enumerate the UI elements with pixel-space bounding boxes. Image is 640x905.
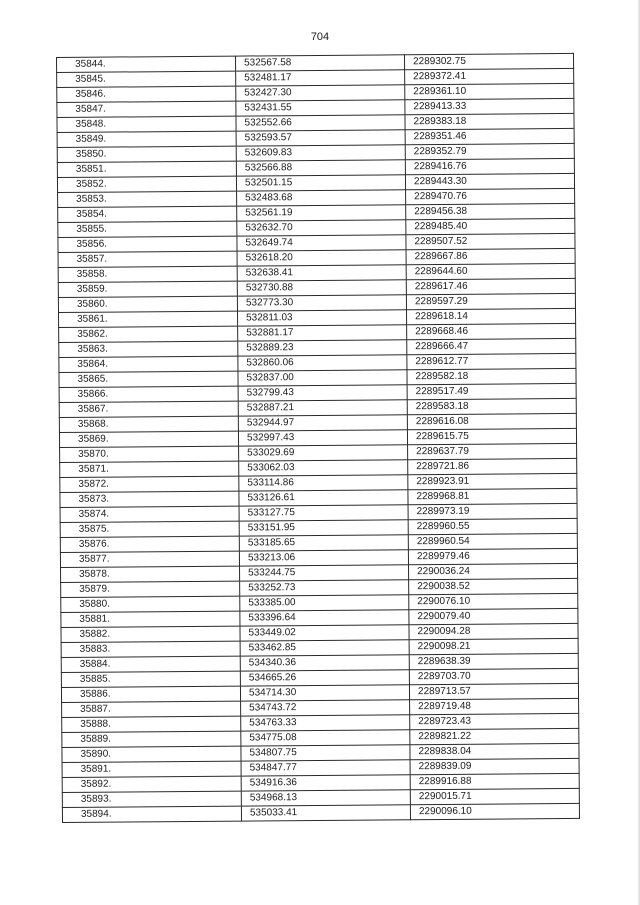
- y-coordinate-cell: 2289667.86: [406, 248, 575, 264]
- y-coordinate-cell: 2289723.43: [410, 713, 579, 729]
- point-id-cell: 35859.: [58, 281, 237, 297]
- x-coordinate-cell: 534916.36: [241, 775, 410, 791]
- y-coordinate-cell: 2289617.46: [406, 278, 575, 294]
- y-coordinate-cell: 2290079.40: [409, 608, 578, 624]
- x-coordinate-cell: 532561.19: [237, 205, 406, 221]
- point-id-cell: 35888.: [62, 716, 241, 732]
- point-id-cell: 35868.: [59, 416, 238, 432]
- y-coordinate-cell: 2289302.75: [404, 53, 573, 69]
- x-coordinate-cell: 534807.75: [241, 745, 410, 761]
- x-coordinate-cell: 532501.15: [236, 175, 405, 191]
- point-id-cell: 35855.: [58, 221, 237, 237]
- x-coordinate-cell: 532427.30: [236, 85, 405, 101]
- x-coordinate-cell: 534763.33: [241, 715, 410, 731]
- y-coordinate-cell: 2289923.91: [408, 473, 577, 489]
- point-id-cell: 35862.: [59, 326, 238, 342]
- point-id-cell: 35850.: [57, 146, 236, 162]
- point-id-cell: 35865.: [59, 371, 238, 387]
- x-coordinate-cell: 533062.03: [239, 460, 408, 476]
- point-id-cell: 35885.: [61, 671, 240, 687]
- y-coordinate-cell: 2289517.49: [407, 383, 576, 399]
- y-coordinate-cell: 2290015.71: [410, 788, 579, 804]
- point-id-cell: 35870.: [60, 446, 239, 462]
- x-coordinate-cell: 534743.72: [241, 700, 410, 716]
- y-coordinate-cell: 2290076.10: [409, 593, 578, 609]
- x-coordinate-cell: 534714.30: [240, 685, 409, 701]
- x-coordinate-cell: 532649.74: [237, 235, 406, 251]
- y-coordinate-cell: 2289416.76: [405, 158, 574, 174]
- x-coordinate-cell: 532837.00: [238, 370, 407, 386]
- x-coordinate-cell: 533029.69: [239, 445, 408, 461]
- point-id-cell: 35892.: [62, 776, 241, 792]
- x-coordinate-cell: 532889.23: [238, 340, 407, 356]
- point-id-cell: 35849.: [57, 131, 236, 147]
- x-coordinate-cell: 532638.41: [237, 265, 406, 281]
- x-coordinate-cell: 532632.70: [237, 220, 406, 236]
- point-id-cell: 35858.: [58, 266, 237, 282]
- point-id-cell: 35890.: [62, 746, 241, 762]
- point-id-cell: 35893.: [62, 791, 241, 807]
- y-coordinate-cell: 2289383.18: [405, 113, 574, 129]
- y-coordinate-cell: 2289839.09: [410, 758, 579, 774]
- x-coordinate-cell: 532483.68: [237, 190, 406, 206]
- y-coordinate-cell: 2289838.04: [410, 743, 579, 759]
- y-coordinate-cell: 2289413.33: [405, 98, 574, 114]
- y-coordinate-cell: 2289485.40: [406, 218, 575, 234]
- x-coordinate-cell: 534665.26: [240, 670, 409, 686]
- point-id-cell: 35889.: [62, 731, 241, 747]
- x-coordinate-cell: 533151.95: [239, 520, 408, 536]
- y-coordinate-cell: 2289968.81: [408, 488, 577, 504]
- point-id-cell: 35873.: [60, 491, 239, 507]
- point-id-cell: 35844.: [57, 56, 236, 72]
- y-coordinate-cell: 2289960.54: [408, 533, 577, 549]
- y-coordinate-cell: 2290036.24: [408, 563, 577, 579]
- y-coordinate-cell: 2289616.08: [407, 413, 576, 429]
- y-coordinate-cell: 2289618.14: [406, 308, 575, 324]
- point-id-cell: 35845.: [57, 71, 236, 87]
- y-coordinate-cell: 2289443.30: [405, 173, 574, 189]
- y-coordinate-cell: 2289470.76: [406, 188, 575, 204]
- point-id-cell: 35879.: [61, 581, 240, 597]
- point-id-cell: 35853.: [58, 191, 237, 207]
- point-id-cell: 35876.: [60, 536, 239, 552]
- y-coordinate-cell: 2289638.39: [409, 653, 578, 669]
- y-coordinate-cell: 2289456.38: [406, 203, 575, 219]
- x-coordinate-cell: 534968.13: [241, 790, 410, 806]
- y-coordinate-cell: 2289352.79: [405, 143, 574, 159]
- x-coordinate-cell: 532566.88: [236, 160, 405, 176]
- y-coordinate-cell: 2290094.28: [409, 623, 578, 639]
- x-coordinate-cell: 533213.06: [239, 550, 408, 566]
- point-id-cell: 35882.: [61, 626, 240, 642]
- y-coordinate-cell: 2289637.79: [408, 443, 577, 459]
- y-coordinate-cell: 2289979.46: [408, 548, 577, 564]
- x-coordinate-cell: 532481.17: [236, 70, 405, 86]
- point-id-cell: 35846.: [57, 86, 236, 102]
- x-coordinate-cell: 533244.75: [240, 565, 409, 581]
- point-id-cell: 35864.: [59, 356, 238, 372]
- point-id-cell: 35877.: [60, 551, 239, 567]
- x-coordinate-cell: 533385.00: [240, 595, 409, 611]
- x-coordinate-cell: 534340.36: [240, 655, 409, 671]
- y-coordinate-cell: 2289583.18: [407, 398, 576, 414]
- point-id-cell: 35872.: [60, 476, 239, 492]
- x-coordinate-cell: 533114.86: [239, 475, 408, 491]
- y-coordinate-cell: 2289960.55: [408, 518, 577, 534]
- point-id-cell: 35883.: [61, 641, 240, 657]
- x-coordinate-cell: 533126.61: [239, 490, 408, 506]
- y-coordinate-cell: 2289582.18: [407, 368, 576, 384]
- y-coordinate-cell: 2289361.10: [405, 83, 574, 99]
- point-id-cell: 35866.: [59, 386, 238, 402]
- y-coordinate-cell: 2289644.60: [406, 263, 575, 279]
- point-id-cell: 35847.: [57, 101, 236, 117]
- x-coordinate-cell: 533462.85: [240, 640, 409, 656]
- y-coordinate-cell: 2289372.41: [405, 68, 574, 84]
- point-id-cell: 35891.: [62, 761, 241, 777]
- y-coordinate-cell: 2289973.19: [408, 503, 577, 519]
- point-id-cell: 35875.: [60, 521, 239, 537]
- x-coordinate-cell: 533449.02: [240, 625, 409, 641]
- x-coordinate-cell: 532881.17: [238, 325, 407, 341]
- point-id-cell: 35869.: [59, 431, 238, 447]
- table-body: [57, 53, 580, 822]
- x-coordinate-cell: 532811.03: [238, 310, 407, 326]
- y-coordinate-cell: 2290096.10: [410, 803, 579, 819]
- point-id-cell: 35894.: [62, 806, 241, 822]
- y-coordinate-cell: 2289713.57: [409, 683, 578, 699]
- x-coordinate-cell: 532860.06: [238, 355, 407, 371]
- y-coordinate-cell: 2289668.46: [407, 323, 576, 339]
- page-number: 704: [310, 31, 330, 43]
- point-id-cell: 35871.: [60, 461, 239, 477]
- x-coordinate-cell: 535033.41: [241, 805, 410, 821]
- y-coordinate-cell: 2289821.22: [410, 728, 579, 744]
- x-coordinate-cell: 532567.58: [235, 55, 404, 71]
- point-id-cell: 35880.: [61, 596, 240, 612]
- y-coordinate-cell: 2290098.21: [409, 638, 578, 654]
- point-id-cell: 35848.: [57, 116, 236, 132]
- x-coordinate-cell: 532730.88: [237, 280, 406, 296]
- point-id-cell: 35874.: [60, 506, 239, 522]
- point-id-cell: 35860.: [58, 296, 237, 312]
- x-coordinate-cell: 533185.65: [239, 535, 408, 551]
- point-id-cell: 35886.: [61, 686, 240, 702]
- table-row: [62, 803, 579, 822]
- point-id-cell: 35861.: [59, 311, 238, 327]
- x-coordinate-cell: 532799.43: [238, 385, 407, 401]
- y-coordinate-cell: 2289703.70: [409, 668, 578, 684]
- x-coordinate-cell: 532773.30: [237, 295, 406, 311]
- y-coordinate-cell: 2289507.52: [406, 233, 575, 249]
- y-coordinate-cell: 2289615.75: [407, 428, 576, 444]
- x-coordinate-cell: 532618.20: [237, 250, 406, 266]
- x-coordinate-cell: 532609.83: [236, 145, 405, 161]
- x-coordinate-cell: 532944.97: [238, 415, 407, 431]
- point-id-cell: 35857.: [58, 251, 237, 267]
- x-coordinate-cell: 533127.75: [239, 505, 408, 521]
- x-coordinate-cell: 532997.43: [238, 430, 407, 446]
- y-coordinate-cell: 2289612.77: [407, 353, 576, 369]
- x-coordinate-cell: 532552.66: [236, 115, 405, 131]
- point-id-cell: 35881.: [61, 611, 240, 627]
- x-coordinate-cell: 533396.64: [240, 610, 409, 626]
- x-coordinate-cell: 532593.57: [236, 130, 405, 146]
- point-id-cell: 35852.: [57, 176, 236, 192]
- y-coordinate-cell: 2289719.48: [410, 698, 579, 714]
- x-coordinate-cell: 533252.73: [240, 580, 409, 596]
- point-id-cell: 35863.: [59, 341, 238, 357]
- x-coordinate-cell: 534847.77: [241, 760, 410, 776]
- x-coordinate-cell: 532887.21: [238, 400, 407, 416]
- y-coordinate-cell: 2289666.47: [407, 338, 576, 354]
- y-coordinate-cell: 2289916.88: [410, 773, 579, 789]
- point-id-cell: 35884.: [61, 656, 240, 672]
- point-id-cell: 35887.: [62, 701, 241, 717]
- point-id-cell: 35878.: [61, 566, 240, 582]
- y-coordinate-cell: 2290038.52: [409, 578, 578, 594]
- point-id-cell: 35851.: [57, 161, 236, 177]
- x-coordinate-cell: 534775.08: [241, 730, 410, 746]
- coordinates-table: [56, 53, 580, 823]
- x-coordinate-cell: 532431.55: [236, 100, 405, 116]
- point-id-cell: 35856.: [58, 236, 237, 252]
- y-coordinate-cell: 2289721.86: [408, 458, 577, 474]
- y-coordinate-cell: 2289597.29: [406, 293, 575, 309]
- point-id-cell: 35867.: [59, 401, 238, 417]
- y-coordinate-cell: 2289351.46: [405, 128, 574, 144]
- point-id-cell: 35854.: [58, 206, 237, 222]
